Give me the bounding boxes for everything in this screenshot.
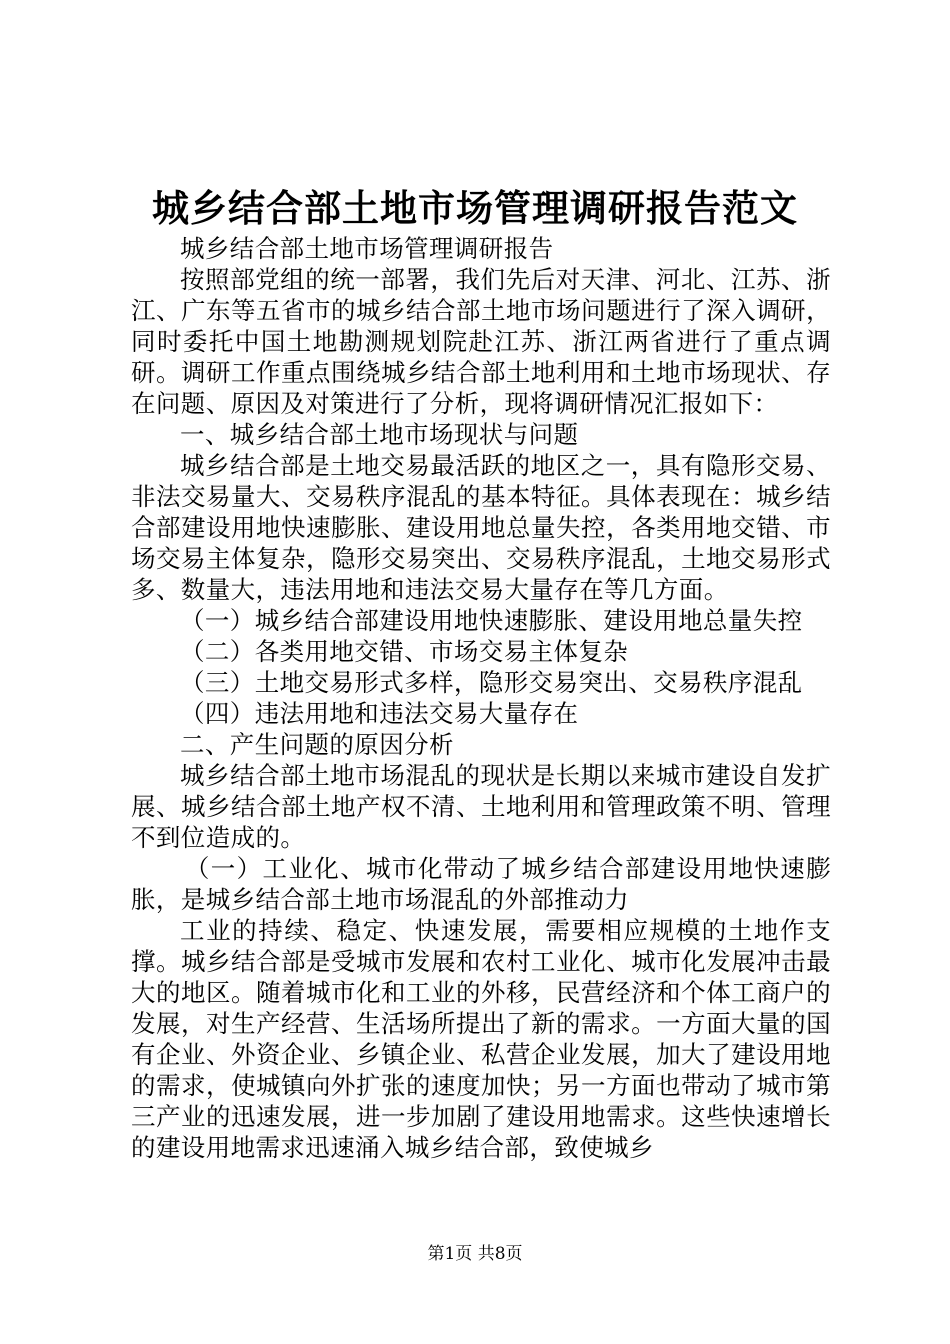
subheading-1-3: （三）土地交易形式多样，隐形交易突出、交易秩序混乱: [180, 668, 803, 697]
document-title: 城乡结合部土地市场管理调研报告范文: [152, 186, 798, 230]
intro-paragraph: 按照部党组的统一部署，我们先后对天津、河北、江苏、浙江、广东等五省市的城乡结合部土地市场问题进行了深入调研，同时委托中国土地勘测规划院赴江苏、浙江两省进行了重点调研。调研工作重点围绕城乡结合部土地利用和土地市场现状、存在问题、原因及对策进行了分析，现将调研情况汇报如下：: [131, 265, 831, 418]
section-2-paragraph: 城乡结合部土地市场混乱的现状是长期以来城市建设自发扩展、城乡结合部土地产权不清、土地利用和管理政策不明、管理不到位造成的。: [131, 761, 831, 852]
subheading-2-1: （一）工业化、城市化带动了城乡结合部建设用地快速膨胀，是城乡结合部土地市场混乱的外部推动力: [131, 854, 831, 914]
subheading-1-4: （四）违法用地和违法交易大量存在: [180, 699, 579, 728]
section-2-1-paragraph: 工业的持续、稳定、快速发展，需要相应规模的土地作支撑。城乡结合部是受城市发展和农村工业化、城市化发展冲击最大的地区。随着城市化和工业的外移，民营经济和个体工商户的发展，对生产经营、生活场所提出了新的需求。一方面大量的国有企业、外资企业、乡镇企业、私营企业发展，加大了建设用地的需求，使城镇向外扩张的速度加快；另一方面也带动了城市第三产业的迅速发展，进一步加剧了建设用地需求。这些快速增长的建设用地需求迅速涌入城乡结合部，致使城乡: [131, 916, 831, 1162]
report-subtitle: 城乡结合部土地市场管理调研报告: [180, 234, 554, 263]
document-body: [131, 233, 831, 1163]
page-footer: 第1页 共8页: [427, 1244, 523, 1264]
subheading-1-2: （二）各类用地交错、市场交易主体复杂: [180, 637, 629, 666]
section-heading-2: 二、产生问题的原因分析: [180, 730, 454, 759]
subheading-1-1: （一）城乡结合部建设用地快速膨胀、建设用地总量失控: [180, 606, 803, 635]
section-heading-1: 一、城乡结合部土地市场现状与问题: [180, 420, 579, 449]
section-1-paragraph: 城乡结合部是土地交易最活跃的地区之一，具有隐形交易、非法交易量大、交易秩序混乱的基本特征。具体表现在：城乡结合部建设用地快速膨胀、建设用地总量失控，各类用地交错、市场交易主体复杂，隐形交易突出、交易秩序混乱，土地交易形式多、数量大，违法用地和违法交易大量存在等几方面。: [131, 451, 831, 604]
